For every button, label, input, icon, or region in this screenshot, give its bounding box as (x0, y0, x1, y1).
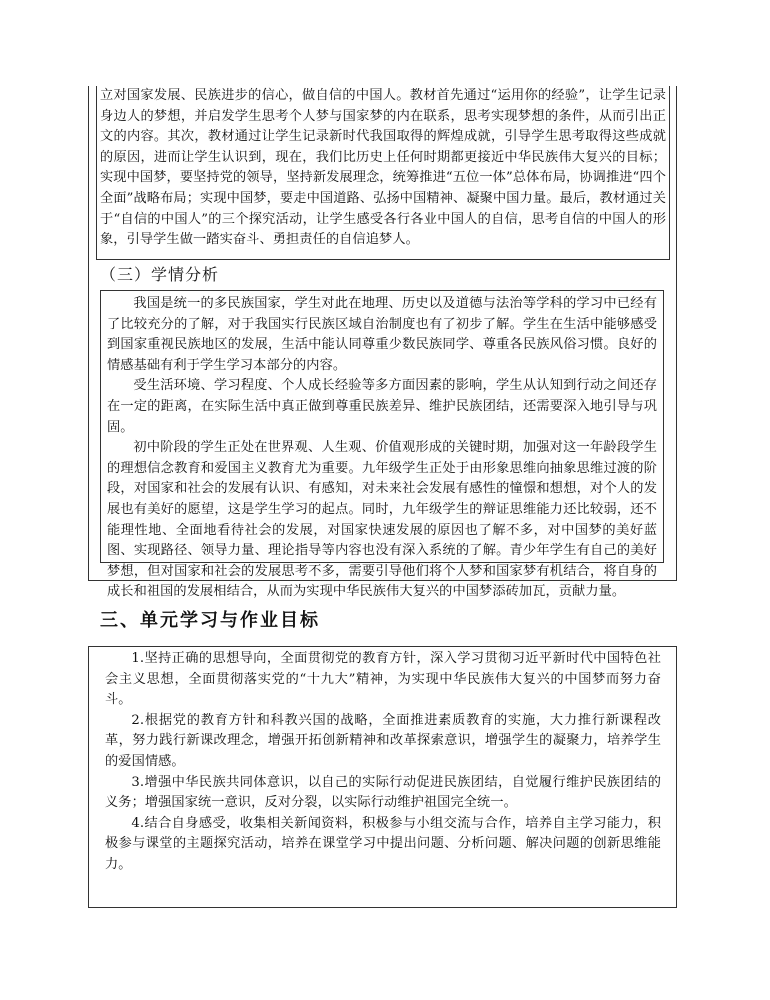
table-inner-left-border (96, 86, 97, 260)
objective-item-1: 1.坚持正确的思想导向，全面贯彻党的教育方针，深入学习贯彻习近平新时代中国特色社会主义思想，全面贯彻落实党的“十九大”精神，为实现中华民族伟大复兴的中国梦而努力奋斗。 (105, 651, 661, 708)
objectives-list (105, 649, 661, 876)
objective-item-2: 2.根据党的教育方针和科教兴国的战略，全面推进素质教育的实施，大力推行新课程改革，努力践行新课改理念，增强开拓创新精神和改革探索意识，增强学生的凝聚力，培养学生的爱国情感。 (105, 712, 661, 769)
content-analysis-text (100, 86, 666, 251)
content-analysis-paragraph: 立对国家发展、民族进步的信心，做自信的中国人。教材首先通过“运用你的经验”，让学生记录身边人的梦想，并启发学生思考个人梦与国家梦的内在联系，思考实现梦想的条件，从而引出正文的内容。其次，教材通过让学生记录新时代我国取得的辉煌成就，引导学生思考取得这些成就的原因，进而让学生认识到，现在，我们比历史上任何时期都更接近中华民族伟大复兴的目标；实现中国梦，要坚持党的领导，坚持新发展理念，统筹推进“五位一体”总体布局，协调推进“四个全面”战略布局；实现中国梦，要走中国道路、弘扬中国精神、凝聚中国力量。最后，教材通过关于“自信的中国人”的三个探究活动，让学生感受各行各业中国人的自信，思考自信的中国人的形象，引导学生做一踏实奋斗、勇担责任的自信追梦人。 (100, 88, 666, 248)
situation-paragraph-3: 初中阶段的学生正处在世界观、人生观、价值观形成的关键时期，加强对这一年龄段学生的理想信念教育和爱国主义教育尤为重要。九年级学生正处于由形象思维向抽象思维过渡的阶段，对国家和社会的发展有认识、有感知，对未来社会发展有感性的憧憬和想想，对个人的发展也有美好的愿望，这是学生学习的起点。同时，九年级学生的辩证思维能力还比较弱，还不能理性地、全面地看待社会的发展，对国家快速发展的原因也了解不多，对中国梦的美好蓝图、实现路径、领导力量、理论指导等内容也没有深入系统的了解。青少年学生有自己的美好梦想，但对国家和社会的发展思考不多，需要引导他们将个人梦和国家梦有机结合，将自身的成长和祖国的发展相结合，从而为实现中华民族伟大复兴的中国梦添砖加瓦，贡献力量。 (107, 440, 657, 600)
section-heading-learning-situation: （三）学情分析 (100, 265, 220, 284)
table-inner-divider (96, 259, 670, 260)
objectives-box (88, 646, 677, 908)
table-left-border (88, 86, 89, 581)
section-heading-objectives: 三、单元学习与作业目标 (100, 610, 320, 631)
table-right-border (676, 86, 677, 581)
learning-situation-box (100, 290, 664, 600)
table-inner-right-border (669, 86, 670, 260)
objective-item-3: 3.增强中华民族共同体意识，以自己的实际行动促进民族团结，自觉履行维护民族团结的义务；增强国家统一意识，反对分裂，以实际行动维护祖国完全统一。 (105, 774, 661, 811)
situation-paragraph-2: 受生活环境、学习程度、个人成长经验等多方面因素的影响，学生从认知到行动之间还存在一定的距离，在实际生活中真正做到尊重民族差异、维护民族团结，还需要深入地引导与巩固。 (107, 378, 657, 435)
objective-item-4: 4.结合自身感受，收集相关新闻资料，积极参与小组交流与合作，培养自主学习能力，积极参与课堂的主题探究活动，培养在课堂学习中提出问题、分析问题、解决问题的创新思维能力。 (105, 815, 661, 872)
situation-paragraph-1: 我国是统一的多民族国家，学生对此在地理、历史以及道德与法治等学科的学习中已经有了比较充分的了解，对于我国实行民族区域自治制度也有了初步了解。学生在生活中能够感受到国家重视民族地区的发展，生活中能认同尊重少数民族同学、尊重各民族风俗习惯。良好的情感基础有利于学生学习本部分的内容。 (107, 296, 657, 373)
